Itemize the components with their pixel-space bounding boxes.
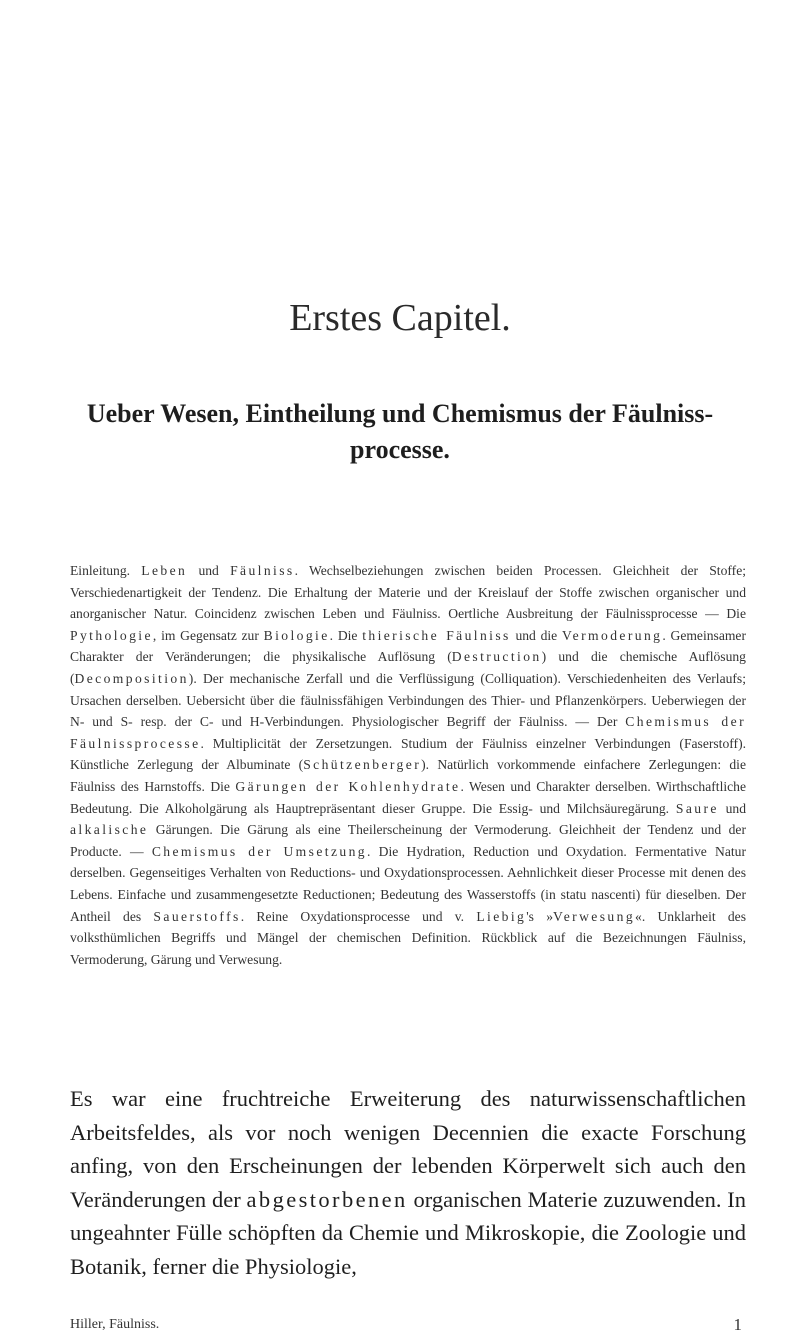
spaced-term: abgestorbenen xyxy=(246,1186,408,1212)
summary-text: . Reine Oxydationsprocesse und v. xyxy=(240,908,477,924)
summary-text: . Gemeinsamer Charakter der Veränderungen; die physikalische Auflösung ( xyxy=(70,627,746,665)
body-paragraph xyxy=(70,1082,746,1283)
author-signature-line: Hiller, Fäulniss. xyxy=(70,1317,160,1332)
summary-text: . Die Hydration, Reduction und Oxydation. Fermentative Natur derselben. Gegenseitiges Verhalten von Reductions- und Oxydationsprocessen. Aehnlichkeit dieser Processe mit denen des Lebens. Einfache und zusammengesetzte Reductionen; Bedeutung des Wasserstoffs (in statu nascenti) für dieselben. Der Antheil des xyxy=(70,843,746,924)
spaced-term: Verwesung xyxy=(553,908,636,924)
chapter-title: Ueber Wesen, Eintheilung und Chemismus der Fäulniss-processe. xyxy=(86,399,714,464)
spaced-term: alkalische xyxy=(70,822,149,838)
summary-text: ). Natürlich vorkommende einfachere Zerlegungen: die Fäulniss des Harnstoffs. Die xyxy=(70,757,746,794)
body-text: Es war eine fruchtreiche Erweiterung des naturwissenschaftlichen Arbeitsfeldes, als vor noch wenigen Decennien die exacte Forschung anfing, von den Erscheinungen der lebenden Körperwelt sich auch den Veränderungen der xyxy=(70,1086,746,1212)
spaced-term: Chemismus der Umsetzung xyxy=(151,843,367,859)
spaced-term: Destruction xyxy=(451,649,542,665)
summary-text: ). Der mechanische Zerfall und die Verflüssigung (Colliquation). Verschiedenheiten des Verlaufs; Ursachen derselben. Uebersicht über die fäulnissfähigen Verbindungen des Thier- und Pflanzenkörpers. Ueberwiegen der N- und S- resp. der C- und H-Verbindungen. Physiologischer Begriff der Fäulniss. — Der xyxy=(70,670,746,730)
spaced-term: Pythologie xyxy=(70,627,153,643)
page-footer xyxy=(70,1315,746,1335)
summary-text: Gärungen. Die Gärung als eine Theilerscheinung der Vermoderung. Gleichheit der Tendenz und der Producte. — xyxy=(70,822,746,859)
summary-text: ) und die chemische Auflösung ( xyxy=(70,649,746,686)
spaced-term: Decomposition xyxy=(74,670,189,686)
spaced-term: thierische Fäulniss xyxy=(362,627,511,643)
spaced-term: Biologie xyxy=(263,627,330,643)
summary-text: und xyxy=(718,800,746,816)
summary-text: . Die xyxy=(329,627,363,643)
spaced-term: Liebig xyxy=(476,908,527,924)
spaced-term: Saure xyxy=(675,800,719,816)
summary-text: . Wesen und Charakter derselben. Wirthschaftliche Bedeutung. Die Alkoholgärung als Hauptrepräsentant dieser Gruppe. Die Essig- und Milchsäuregärung. xyxy=(70,778,746,816)
summary-text: , im Gegensatz zur xyxy=(152,627,264,643)
summary-text: «. Unklarheit des volksthümlichen Begriffs und Mängel der chemischen Definition. Rückblick auf die Bezeichnungen Fäulniss, Vermoderung, Gärung und Verwesung. xyxy=(70,908,746,967)
spaced-term: Gärungen der Kohlenhydrate xyxy=(235,778,461,794)
summary-text: 's » xyxy=(526,908,554,924)
chapter-summary xyxy=(70,560,746,970)
chapter-label: Erstes Capitel. xyxy=(289,297,511,339)
summary-text: . Wechselbeziehungen zwischen beiden Processen. Gleichheit der Stoffe; Verschiedenartigkeit der Tendenz. Die Erhaltung der Materie und der Kreislauf der Stoffe zwischen organischer und anorganischer Natur. Coincidenz zwischen Leben und Fäulniss. Oertliche Ausbreitung der Fäulnissprocesse — Die xyxy=(70,563,747,622)
summary-text: . Multiplicität der Zersetzungen. Studium der Fäulniss einzelner Verbindungen (Faserstoff). Künstliche Zerlegung der Albuminate ( xyxy=(70,735,746,773)
spaced-term: Vermoderung xyxy=(561,627,663,643)
spaced-term: Leben xyxy=(141,563,188,578)
body-text: organischen Materie zuzuwenden. In ungeahnter Fülle schöpften da Chemie und Mikroskopie, die Zoologie und Botanik, ferner die Physiologie, xyxy=(70,1186,746,1279)
spaced-term: Schützenberger xyxy=(303,757,422,773)
summary-text: Einleitung. xyxy=(70,563,142,578)
page-number: 1 xyxy=(733,1315,742,1334)
spaced-term: Fäulniss xyxy=(230,563,295,578)
summary-text: und xyxy=(187,563,231,578)
spaced-term: Chemismus der Fäulnissprocesse xyxy=(70,714,746,751)
spaced-term: Sauerstoffs xyxy=(153,908,241,924)
summary-text: und die xyxy=(510,627,562,643)
